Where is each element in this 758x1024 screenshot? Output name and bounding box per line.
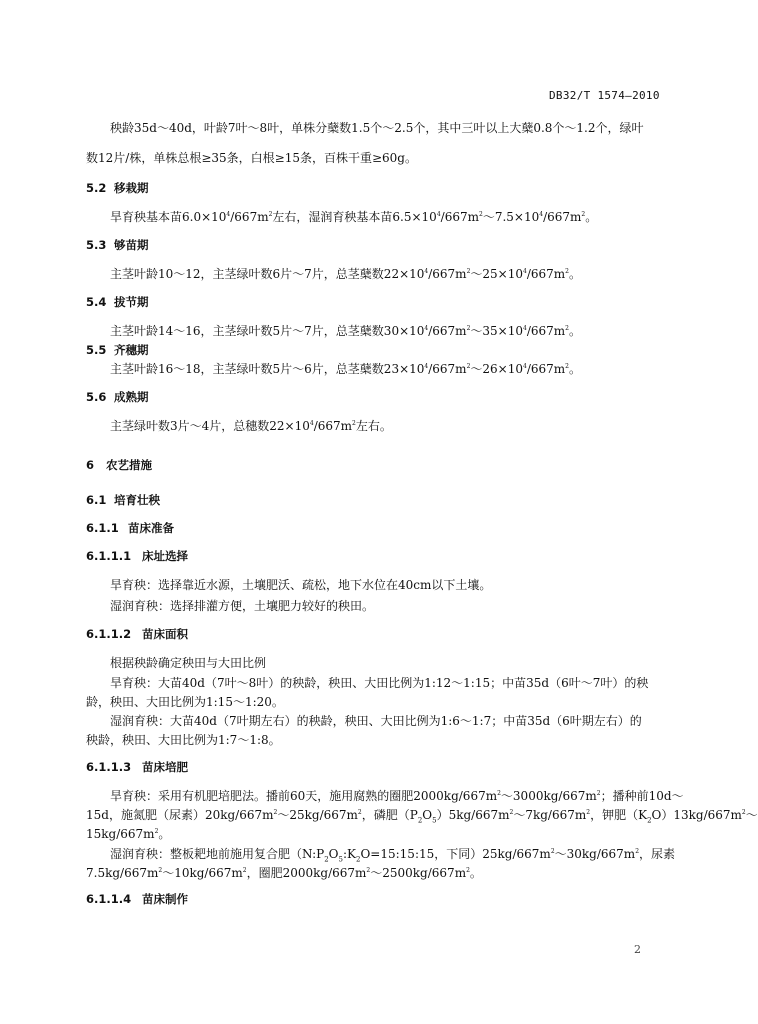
section-number: 6.1.1: [86, 521, 119, 535]
paragraph-line: 旱育秧：采用有机肥培肥法。播前60天，施用腐熟的圈肥$2000kg/667m^2\sim 3000kg/667m^2$；播种前10d～: [110, 789, 684, 803]
section-heading-6-1: [86, 492, 160, 508]
section-number: 6.1.1.4: [86, 892, 132, 906]
section-heading-6-1-1-3: [86, 759, 188, 775]
section-title: 农艺措施: [106, 458, 152, 472]
paragraph-line: 湿润育秧：整板耙地前施用复合肥（$N:P_2O_5:K_2O=15:15:15$，下同）$25kg/667m^2\sim 30kg/667m^2$，尿素: [110, 847, 676, 864]
paragraph-line: 主茎叶龄14～16，主茎绿叶数5片～7片，总茎蘖数$30\times 10^4/667m^2\sim 35\times 10^4/667m^2$。: [110, 324, 581, 338]
section-title: 移栽期: [114, 181, 149, 195]
section-heading-6-1-1-4: [86, 891, 188, 907]
paragraph-line: 龄，秧田、大田比例为1:15～1:20。: [86, 695, 284, 709]
section-number: 6.1.1.3: [86, 760, 132, 774]
section-title: 拔节期: [114, 295, 149, 309]
paragraph-line: 旱育秧基本苗$6.0\times 10^4/667m^2$左右，湿润育秧基本苗$6.5\times 10^4/667m^2\sim 7.5\times 10^4/667m^2$。: [110, 210, 598, 224]
section-title: 够苗期: [114, 238, 149, 252]
section-title: 苗床制作: [142, 892, 188, 906]
section-number: 5.4: [86, 295, 107, 309]
section-heading-5-5: [86, 342, 149, 358]
paragraph-line: 旱育秧：大苗40d（7叶～8叶）的秧龄，秧田、大田比例为1:12～1:15；中苗35d（6叶～7叶）的秧: [110, 676, 649, 690]
section-heading-6-1-1-1: [86, 548, 188, 564]
section-heading-5-4: [86, 294, 149, 310]
section-heading-5-3: [86, 237, 149, 253]
section-title: 成熟期: [114, 390, 149, 404]
section-heading-6: [86, 457, 152, 473]
paragraph-line: 数12片/株，单株总根≥35条，白根≥15条，百株干重≥60g。: [86, 151, 417, 165]
paragraph-line: 秧龄35d～40d，叶龄7叶～8叶，单株分蘖数1.5个～2.5个，其中三叶以上大蘖0.8个～1.2个，绿叶: [110, 121, 644, 135]
section-title: 苗床面积: [142, 627, 188, 641]
section-title: 床址选择: [142, 549, 188, 563]
section-heading-6-1-1-2: [86, 626, 188, 642]
paragraph-line: 湿润育秧：选择排灌方便，土壤肥力较好的秧田。: [110, 599, 375, 613]
paragraph-line: 秧龄，秧田、大田比例为1:7～1:8。: [86, 733, 281, 747]
section-title: 齐穗期: [114, 343, 149, 357]
page-number: 2: [634, 943, 641, 956]
paragraph-line: 根据秧龄确定秧田与大田比例: [110, 656, 267, 670]
section-number: 5.6: [86, 390, 107, 404]
section-number: 6.1.1.1: [86, 549, 132, 563]
document-code: DB32/T 1574—2010: [549, 89, 660, 102]
paragraph-line: 主茎绿叶数3片～4片，总穗数$22\times 10^4/667m^2$左右。: [110, 419, 392, 433]
section-number: 6: [86, 458, 95, 472]
section-title: 苗床准备: [128, 521, 174, 535]
section-number: 5.5: [86, 343, 107, 357]
paragraph-line: $7.5kg/667m^2\sim 10kg/667m^2$，圈肥$2000kg/667m^2\sim 2500kg/667m^2$。: [86, 866, 482, 880]
section-heading-5-6: [86, 389, 149, 405]
paragraph-line: 主茎叶龄10～12，主茎绿叶数6片～7片，总茎蘖数$22\times 10^4/667m^2\sim 25\times 10^4/667m^2$。: [110, 267, 581, 281]
section-heading-5-2: [86, 180, 149, 196]
paragraph-line: 15d，施氮肥（尿素）$20kg/667m^2\sim 25kg/667m^2$，磷肥$(P_2O_5)5kg/667m^2\sim 7kg/667m^2$，钾肥$(K_2O)13kg/667m^2\sim$: [86, 808, 758, 825]
paragraph-line: 湿润育秧：大苗40d（7叶期左右）的秧龄，秧田、大田比例为1:6～1:7；中苗35d（6叶期左右）的: [110, 714, 642, 728]
section-number: 6.1: [86, 493, 107, 507]
section-title: 苗床培肥: [142, 760, 188, 774]
paragraph-line: 主茎叶龄16～18，主茎绿叶数5片～6片，总茎蘖数$23\times 10^4/667m^2\sim 26\times 10^4/667m^2$。: [110, 362, 581, 376]
section-number: 6.1.1.2: [86, 627, 132, 641]
paragraph-line: 旱育秧：选择靠近水源，土壤肥沃、疏松，地下水位在40cm以下土壤。: [110, 578, 492, 592]
section-number: 5.3: [86, 238, 107, 252]
paragraph-line: $15kg/667m^2$。: [86, 827, 171, 841]
section-heading-6-1-1: [86, 520, 174, 536]
section-title: 培育壮秧: [114, 493, 160, 507]
section-number: 5.2: [86, 181, 107, 195]
